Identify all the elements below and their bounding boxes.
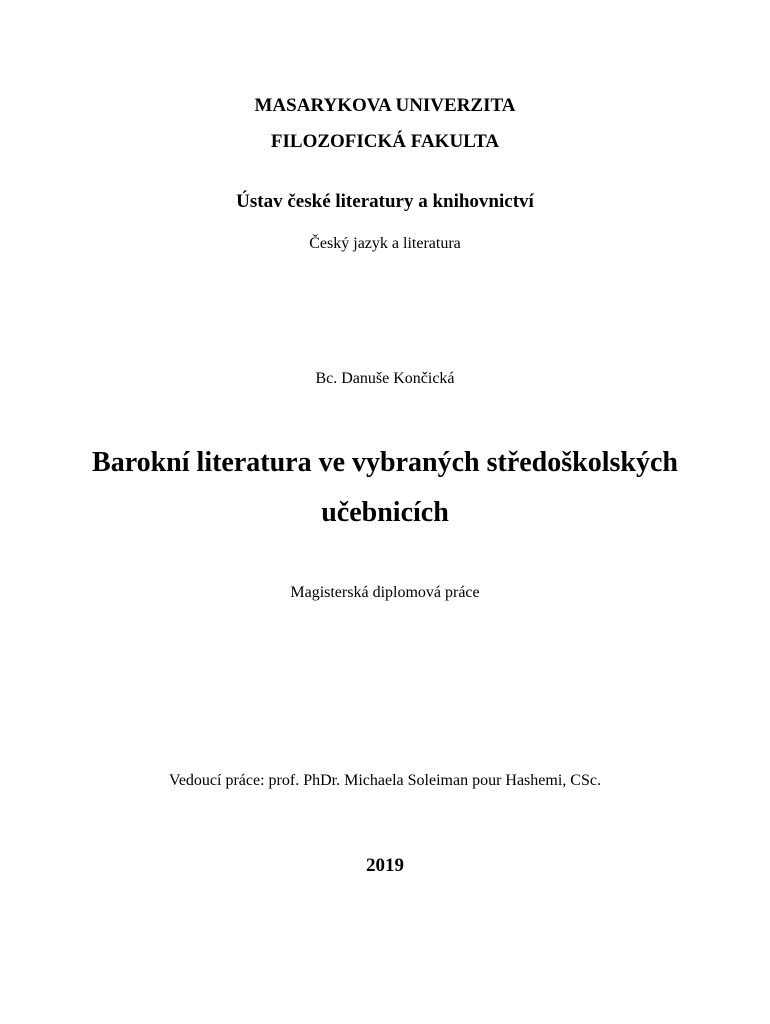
faculty-name: FILOZOFICKÁ FAKULTA <box>270 131 500 152</box>
author-name: Bc. Danuše Končická <box>315 370 455 387</box>
university-name: MASARYKOVA UNIVERZITA <box>254 95 516 116</box>
thesis-title-line-1: Barokní literatura ve vybraných středoškolských <box>92 447 678 478</box>
year: 2019 <box>366 855 404 876</box>
supervisor: Vedoucí práce: prof. PhDr. Michaela Soleiman pour Hashemi, CSc. <box>169 772 601 789</box>
institute-name: Ústav české literatury a knihovnictví <box>236 191 534 212</box>
thesis-type: Magisterská diplomová práce <box>290 584 480 601</box>
thesis-title-line-2: učebnicích <box>321 497 449 528</box>
field-of-study: Český jazyk a literatura <box>309 235 461 252</box>
thesis-title <box>0 438 770 538</box>
